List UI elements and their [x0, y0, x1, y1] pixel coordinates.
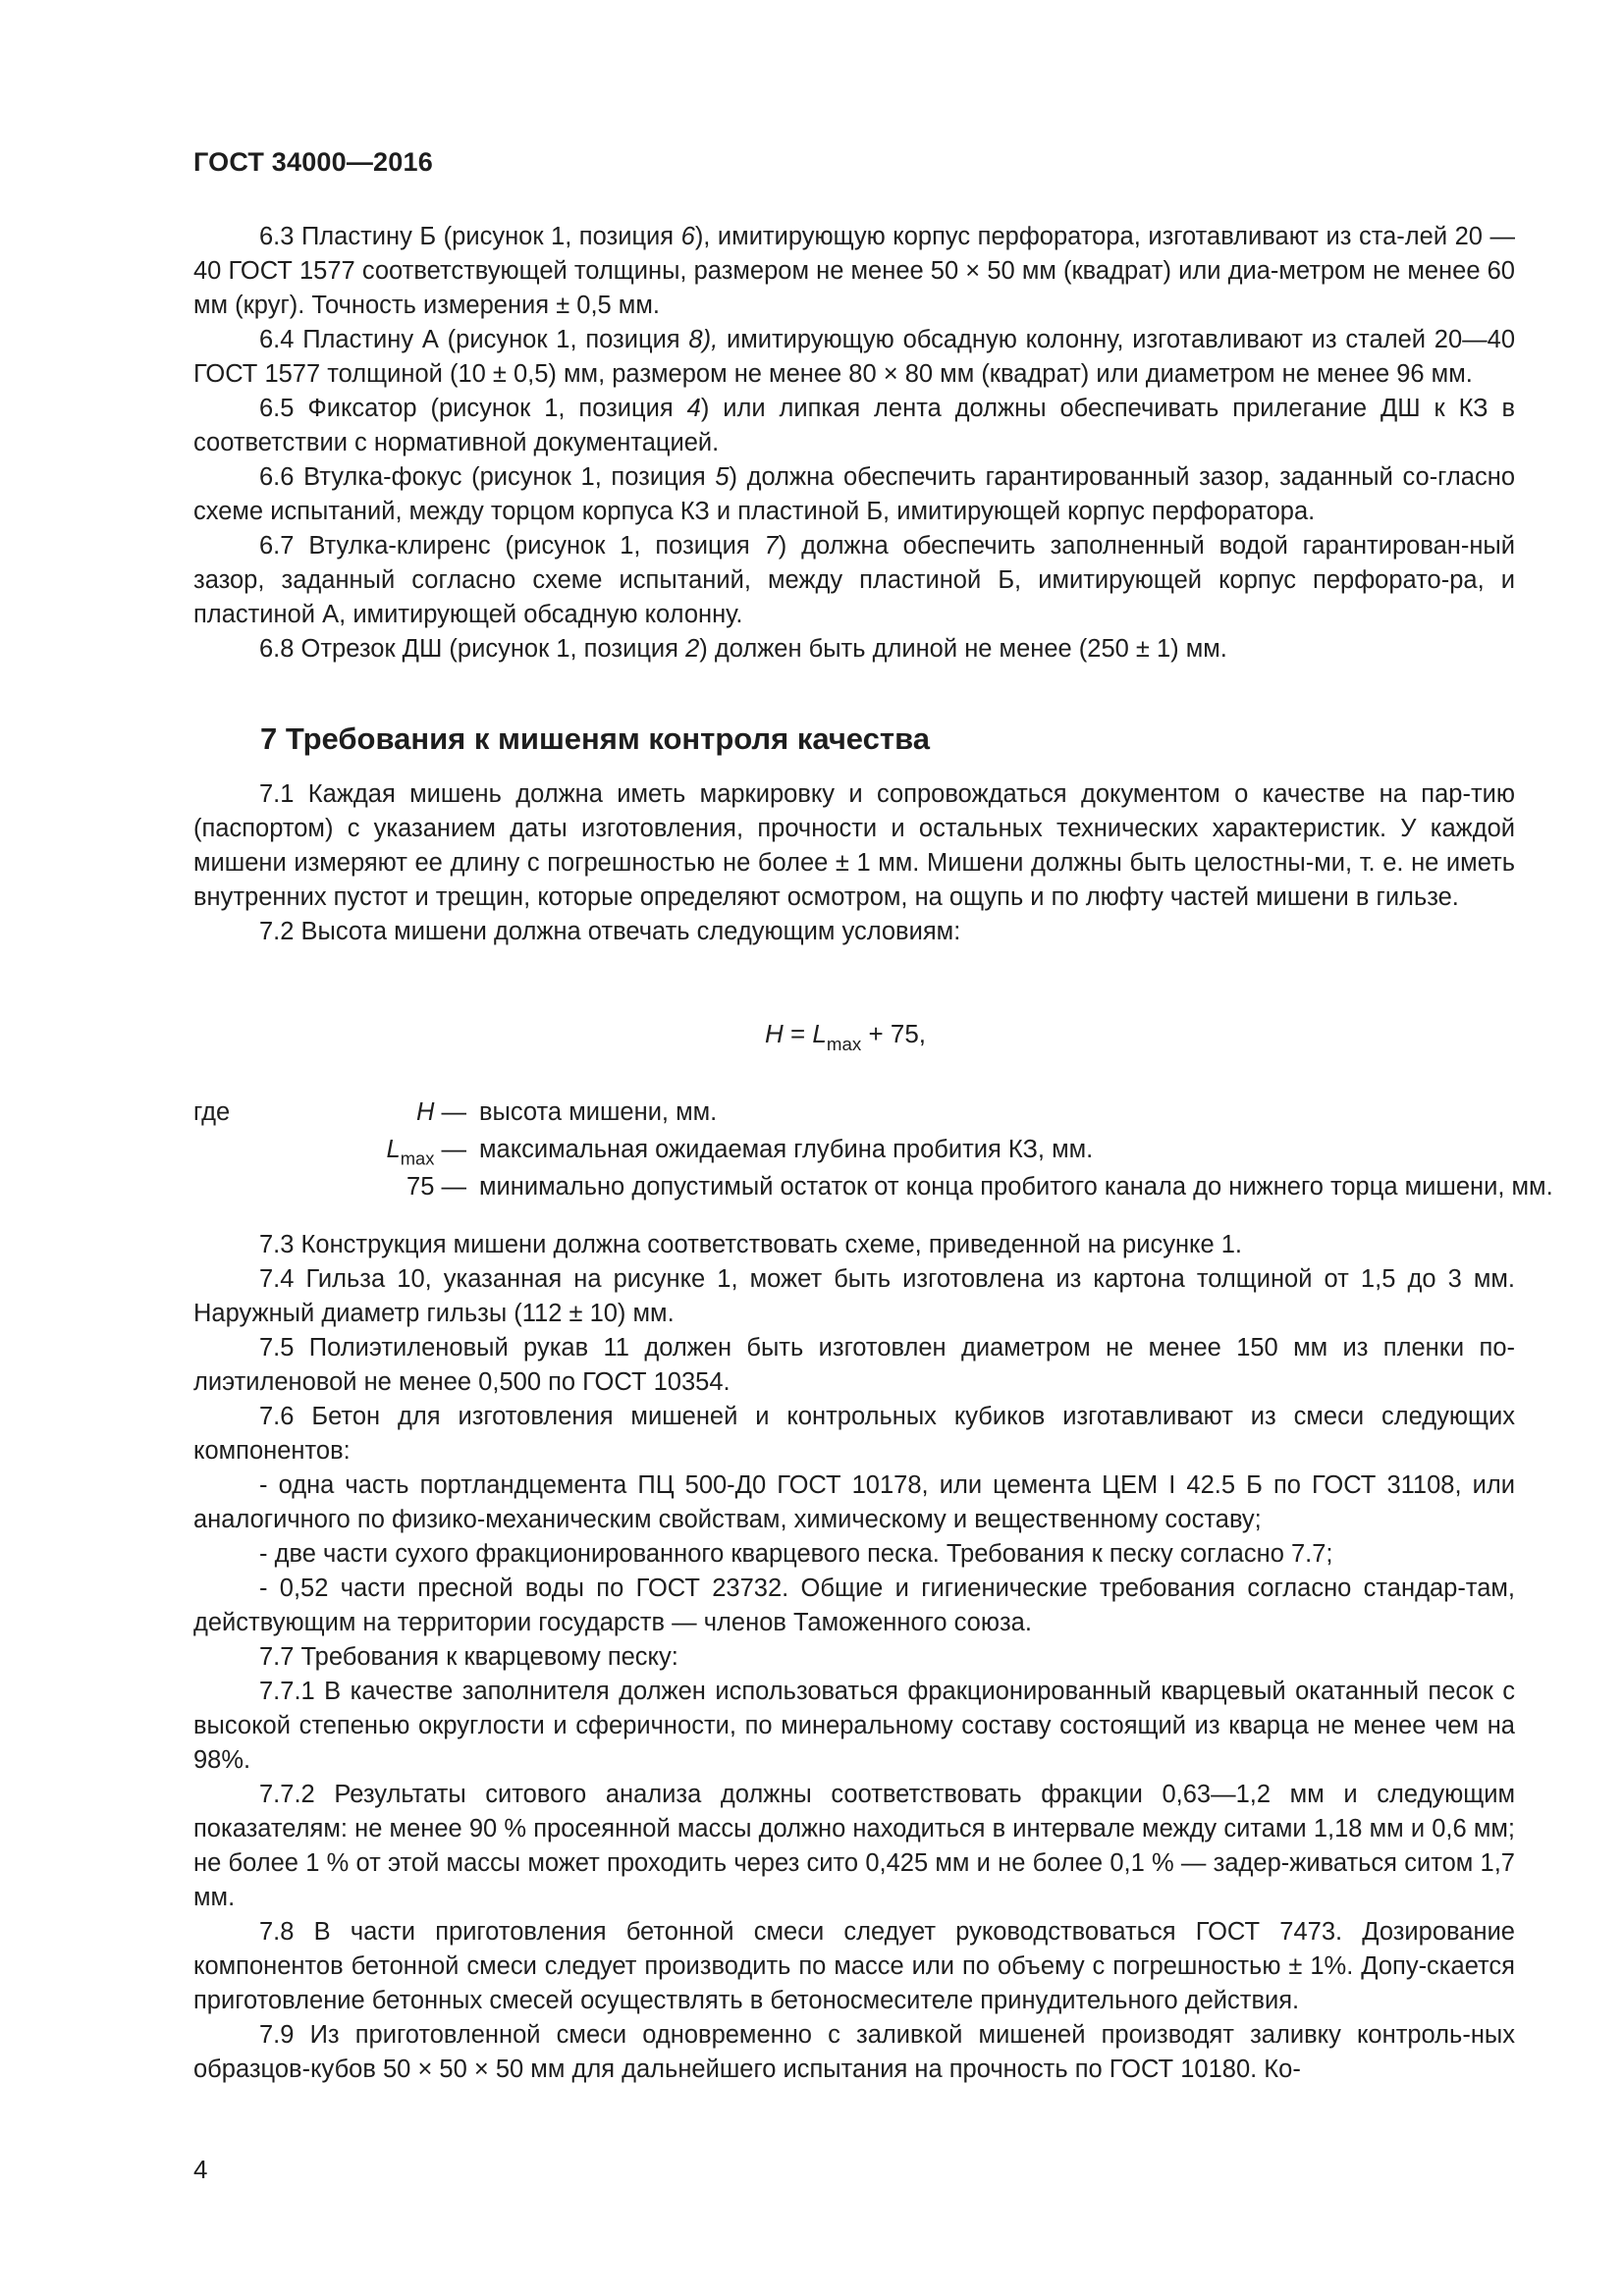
paragraph-6-6: 6.6 Втулка-фокус (рисунок 1, позиция 5) должна обеспечить гарантированный зазор, заданный со-гласно схеме испытаний, между торцом корпуса КЗ и пластиной Б, имитирующей корпус перфоратора. — [193, 463, 1515, 525]
definition-symbol: H — — [415, 1098, 466, 1126]
paragraph-6-3: 6.3 Пластину Б (рисунок 1, позиция 6), имитирующую корпус перфоратора, изготавливают из ста-лей 20 — 40 ГОСТ 1577 соответствующей толщины, размером не менее 50 × 50 мм (квадрат) или диа-метром не менее 60 мм (круг). Точность измерения ± 0,5 мм. — [193, 223, 1515, 319]
formula-rest: + 75, — [861, 1019, 927, 1048]
paragraph-6-8: 6.8 Отрезок ДШ (рисунок 1, позиция 2) должен быть длиной не менее (250 ± 1) мм. — [259, 635, 1227, 663]
definition-text: максимальная ожидаемая глубина пробития КЗ, мм. — [479, 1136, 1094, 1163]
height-formula — [765, 1019, 927, 1054]
paragraph-7-item: - две части сухого фракционированного кварцевого песка. Требования к песку согласно 7.7; — [259, 1540, 1333, 1568]
definition-row — [193, 1094, 1519, 1131]
section-6-body — [193, 220, 1515, 667]
paragraph-7-item: 7.8 В части приготовления бетонной смеси следует руководствоваться ГОСТ 7473. Дозирование компонентов бетонной смеси следует производить по массе или по объему с погрешностью ± 1%. Допу-скается приготовление бетонных смесей осуществлять в бетоносмесителе принудительного действия. — [193, 1918, 1515, 2014]
paragraph-7-item: 7.3 Конструкция мишени должна соответствовать схеме, приведенной на рисунке 1. — [259, 1231, 1243, 1258]
formula-sub: max — [826, 1033, 862, 1054]
paragraph-7-item: 7.4 Гильза 10, указанная на рисунке 1, может быть изготовлена из картона толщиной от 1,5 до 3 мм. Наружный диаметр гильзы (112 ± 10) мм. — [193, 1265, 1515, 1327]
paragraph-7-item: 7.7 Требования к кварцевому песку: — [259, 1643, 678, 1671]
paragraph-7-item: 7.9 Из приготовленной смеси одновременно с заливкой мишеней производят заливку контроль-ных образцов-кубов 50 × 50 × 50 мм для дальнейшего испытания на прочность по ГОСТ 10180. Ко- — [193, 2021, 1515, 2083]
paragraph-7-item: 7.6 Бетон для изготовления мишеней и контрольных кубиков изготавливают из смеси следующих компонентов: — [193, 1403, 1515, 1465]
paragraph-6-7: 6.7 Втулка-клиренс (рисунок 1, позиция 7) должна обеспечить заполненный водой гарантирован-ный зазор, заданный согласно схеме испытаний, между пластиной Б, имитирующей корпус перфорато-ра, и пластиной А, имитирующей обсадную колонну. — [193, 532, 1516, 628]
page-number: 4 — [193, 2155, 208, 2184]
paragraph-7-item: 7.7.2 Результаты ситового анализа должны соответствовать фракции 0,63—1,2 мм и следующим показателям: не менее 90 % просеянной массы должно находиться в интервале между ситами 1,18 мм и 0,6 мм; не более 1 % от этой массы может проходить через сито 0,425 мм и не более 0,1 % — задер-живаться ситом 1,7 мм. — [193, 1781, 1515, 1911]
definition-text: минимально допустимый остаток от конца пробитого канала до нижнего торца мишени, мм. — [479, 1173, 1553, 1201]
paragraph-7-2: 7.2 Высота мишени должна отвечать следующим условиям: — [259, 918, 961, 945]
paragraph-7-item: - 0,52 части пресной воды по ГОСТ 23732. Общие и гигиенические требования согласно стандар-там, действующим на территории государств — членов Таможенного союза. — [193, 1575, 1515, 1636]
formula-lhs: H — [765, 1019, 784, 1048]
definition-symbol: $L_{max}$ — — [386, 1136, 466, 1169]
where-label: где — [193, 1098, 231, 1126]
formula-eq: = — [783, 1019, 813, 1048]
definition-row — [193, 1168, 1553, 1205]
definition-text: высота мишени, мм. — [479, 1098, 718, 1126]
paragraph-7-1: 7.1 Каждая мишень должна иметь маркировку и сопровождаться документом о качестве на пар-тию (паспортом) с указанием даты изготовления, прочности и остальных технических характеристик. У каждой мишени измеряют ее длину с погрешностью не более ± 1 мм. Мишени должны быть целостны-ми, т. е. не иметь внутренних пустот и трещин, которые определяют осмотром, на ощупь и по люфту частей мишени в гильзе. — [193, 780, 1515, 911]
definition-symbol: 75 — — [406, 1173, 466, 1201]
formula-definitions — [193, 1094, 1553, 1205]
formula-var: L — [812, 1019, 827, 1048]
document-header: ГОСТ 34000—2016 — [193, 147, 433, 177]
section-7-intro — [193, 777, 1515, 949]
paragraph-7-item: 7.5 Полиэтиленовый рукав 11 должен быть изготовлен диаметром не менее 150 мм из пленки по-лиэтиленовой не менее 0,500 по ГОСТ 10354. — [193, 1334, 1515, 1396]
paragraph-6-4: 6.4 Пластину А (рисунок 1, позиция 8), имитирующую обсадную колонну, изготавливают из сталей 20—40 ГОСТ 1577 толщиной (10 ± 0,5) мм, размером не менее 80 × 80 мм (квадрат) или диаметром не менее 96 мм. — [193, 326, 1516, 388]
paragraph-6-5: 6.5 Фиксатор (рисунок 1, позиция 4) или липкая лента должны обеспечивать прилегание ДШ к КЗ в соответствии с нормативной документацией. — [193, 395, 1515, 456]
section-7-title: 7 Требования к мишеням контроля качества — [260, 721, 930, 756]
paragraph-7-item: - одна часть портландцемента ПЦ 500-Д0 ГОСТ 10178, или цемента ЦЕМ I 42.5 Б по ГОСТ 31108, или аналогичного по физико-механическим свойствам, химическому и вещественному составу; — [193, 1471, 1515, 1533]
paragraph-7-item: 7.7.1 В качестве заполнителя должен использоваться фракционированный кварцевый окатанный песок с высокой степенью округлости и сферичности, по минеральному составу состоящий из кварца не менее чем на 98%. — [193, 1678, 1515, 1774]
definition-row — [193, 1131, 1519, 1168]
section-7-body — [193, 1228, 1515, 2087]
